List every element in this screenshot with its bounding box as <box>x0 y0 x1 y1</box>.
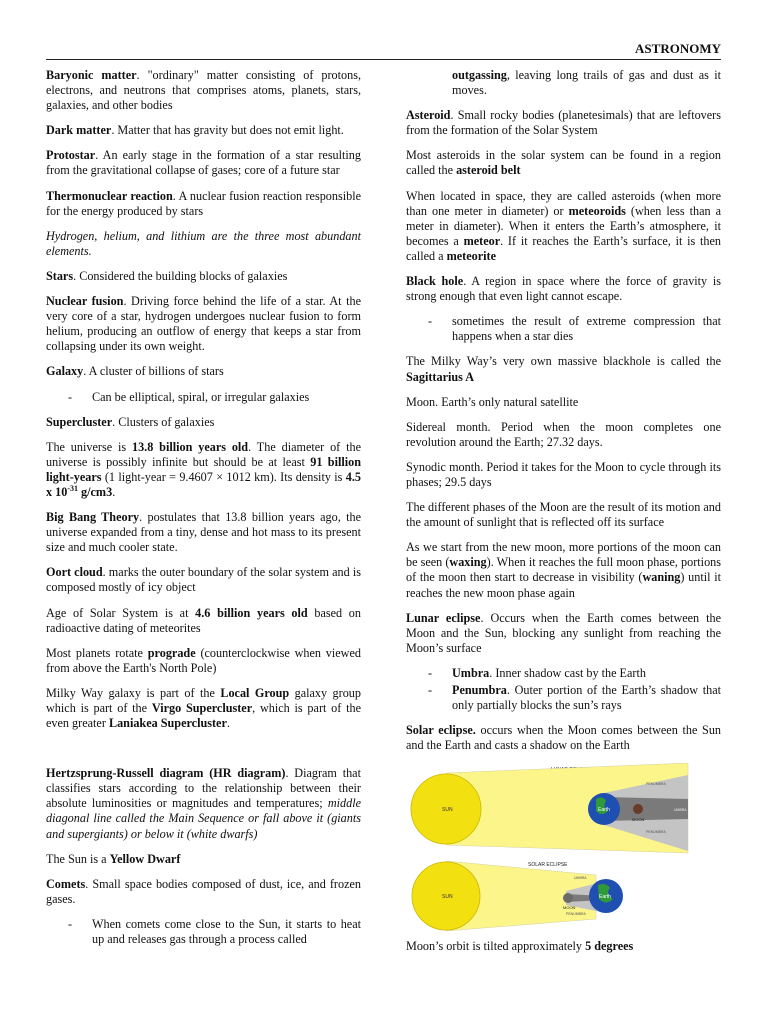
section-spacer <box>46 741 361 766</box>
left-column <box>46 68 361 957</box>
meteor-entry: When located in space, they are called asteroids (when more than one meter in diameter) or meteoroids (when less than a meter in diameter). When it enters the Earth’s atmosphere, it becomes a meteor. If it reaches the Earth’s surface, it is then called a meteorite <box>406 188 721 263</box>
umbra-bullet: - Umbra. Inner shadow cast by the Earth <box>428 665 646 680</box>
solar-eclipse-title: SOLAR ECLIPSE <box>528 862 568 869</box>
black-hole-bullet: - sometimes the result of extreme compression that happens when a star dies <box>428 314 721 344</box>
baryonic-matter-entry: Baryonic matter. "ordinary" matter consisting of protons, electrons, and neutrons that comprises atoms, planets, stars, galaxies, and other bodies <box>46 68 361 113</box>
oort-cloud-entry: Oort cloud. marks the outer boundary of the solar system and is composed mostly of icy object <box>46 565 361 595</box>
prograde-entry: Most planets rotate prograde (counterclockwise when viewed from above the Earth's North Pole) <box>46 645 361 675</box>
stars-entry: Stars. Considered the building blocks of galaxies <box>46 268 288 283</box>
supercluster-entry: Supercluster. Clusters of galaxies <box>46 414 215 429</box>
right-column <box>406 68 721 964</box>
big-bang-entry: Big Bang Theory. postulates that 13.8 billion years ago, the universe expanded from a tiny, dense and hot mass to its present size and much cooler state. <box>46 510 361 555</box>
universe-entry: The universe is 13.8 billion years old. The diameter of the universe is possibly infinite but should be at least 91 billion light-years (1 light-year = 9.4607 × 1012 km). Its density is 4.5 x $10^{-31}$ g/cm3. <box>46 439 361 499</box>
lunar-earth-label: Earth <box>598 807 610 814</box>
hr-diagram-entry: Hertzsprung-Russell diagram (HR diagram). Diagram that classifies stars according to the relationship between their absolute luminosities or magnitudes and temperatures; middle diagonal line called the Main Sequence or fall above it (giants and supergiants) or below it (white dwarfs) <box>46 766 361 841</box>
milky-way-entry: Milky Way galaxy is part of the Local Group galaxy group which is part of the Virgo Supercluster, which is part of the even greater Laniakea Supercluster. <box>46 685 362 731</box>
galaxy-bullet: - Can be elliptical, spiral, or irregular galaxies <box>68 389 310 404</box>
waxing-waning-entry: As we start from the new moon, more portions of the moon can be seen (waxing). When it reaches the full moon phase, portions of the moon then start to decrease in visibility (waning) until it reaches the new moon phase again <box>406 540 722 600</box>
penumbra-bullet: - Penumbra. Outer portion of the Earth’s shadow that only partially blocks the sun’s rays <box>428 683 721 713</box>
solar-umbra-label: UMBRA <box>574 876 587 881</box>
lunar-penumbra-label-top: PENUMBRA <box>646 782 666 787</box>
lunar-penumbra-label-bottom: PENUMBRA <box>646 830 666 835</box>
eclipse-diagram-svg <box>406 763 721 933</box>
comets-bullet: - When comets come close to the Sun, it starts to heat up and releases gas through a process called <box>68 916 361 947</box>
moon-entry: Moon. Earth’s only natural satellite <box>406 394 579 409</box>
lunar-sun-label: SUN <box>442 807 453 814</box>
sidereal-month-entry: Sidereal month. Period when the moon completes one revolution around the Earth; 27.32 days. <box>406 419 721 449</box>
lunar-umbra-label: UMBRA <box>674 808 687 813</box>
solar-penumbra-label: PENUMBRA <box>566 912 586 917</box>
asteroid-belt-entry: Most asteroids in the solar system can be found in a region called the asteroid belt <box>406 148 721 178</box>
moon-orbit-tilt-entry: Moon’s orbit is tilted approximately 5 degrees <box>406 939 634 954</box>
header-title: ASTRONOMY <box>635 41 721 56</box>
abundant-elements-note: Hydrogen, helium, and lithium are the three most abundant elements. <box>46 228 361 258</box>
thermonuclear-entry: Thermonuclear reaction. A nuclear fusion reaction responsible for the energy produced by stars <box>46 188 361 218</box>
asteroid-entry: Asteroid. Small rocky bodies (planetesimals) that are leftovers from the formation of the Solar System <box>406 108 721 138</box>
outgassing-continuation: outgassing, leaving long trails of gas and dust as it moves. <box>452 68 721 98</box>
galaxy-entry: Galaxy. A cluster of billions of stars <box>46 364 224 379</box>
lunar-moon-label: MOON <box>632 817 645 823</box>
solar-system-age-entry: Age of Solar System is at 4.6 billion years old based on radioactive dating of meteorites <box>46 605 361 635</box>
lunar-eclipse-entry: Lunar eclipse. Occurs when the Earth comes between the Moon and the Sun, blocking any sunlight from reaching the Moon’s surface <box>406 610 721 655</box>
solar-sun-label: SUN <box>442 894 453 901</box>
solar-earth-label: Earth <box>599 894 611 901</box>
lunar-moon-icon <box>633 804 643 814</box>
sun-type-entry: The Sun is a Yellow Dwarf <box>46 851 181 866</box>
solar-moon-icon <box>563 893 573 903</box>
solar-moon-label: MOON <box>563 905 576 911</box>
moon-phases-entry: The different phases of the Moon are the result of its motion and the amount of sunlight that is reflected off its surface <box>406 500 721 530</box>
protostar-entry: Protostar. An early stage in the formation of a star resulting from the gravitational collapse of gases; core of a future star <box>46 148 361 178</box>
synodic-month-entry: Synodic month. Period it takes for the Moon to cycle through its phases; 29.5 days <box>406 459 721 489</box>
solar-eclipse-entry: Solar eclipse. occurs when the Moon comes between the Sun and the Earth and casts a shadow on the Earth <box>406 723 722 753</box>
dark-matter-entry: Dark matter. Matter that has gravity but does not emit light. <box>46 123 344 138</box>
sagittarius-entry: The Milky Way’s very own massive blackhole is called the Sagittarius A <box>406 354 721 384</box>
nuclear-fusion-entry: Nuclear fusion. Driving force behind the life of a star. At the very core of a star, hydrogen undergoes nuclear fusion to form helium, producing an outflow of energy that keeps a star from collapsing under its own weight. <box>46 294 361 354</box>
black-hole-entry: Black hole. A region in space where the force of gravity is strong enough that even light cannot escape. <box>406 274 721 304</box>
eclipse-diagram <box>406 763 721 933</box>
page-header <box>46 41 721 60</box>
comets-entry: Comets. Small space bodies composed of dust, ice, and frozen gases. <box>46 876 361 906</box>
